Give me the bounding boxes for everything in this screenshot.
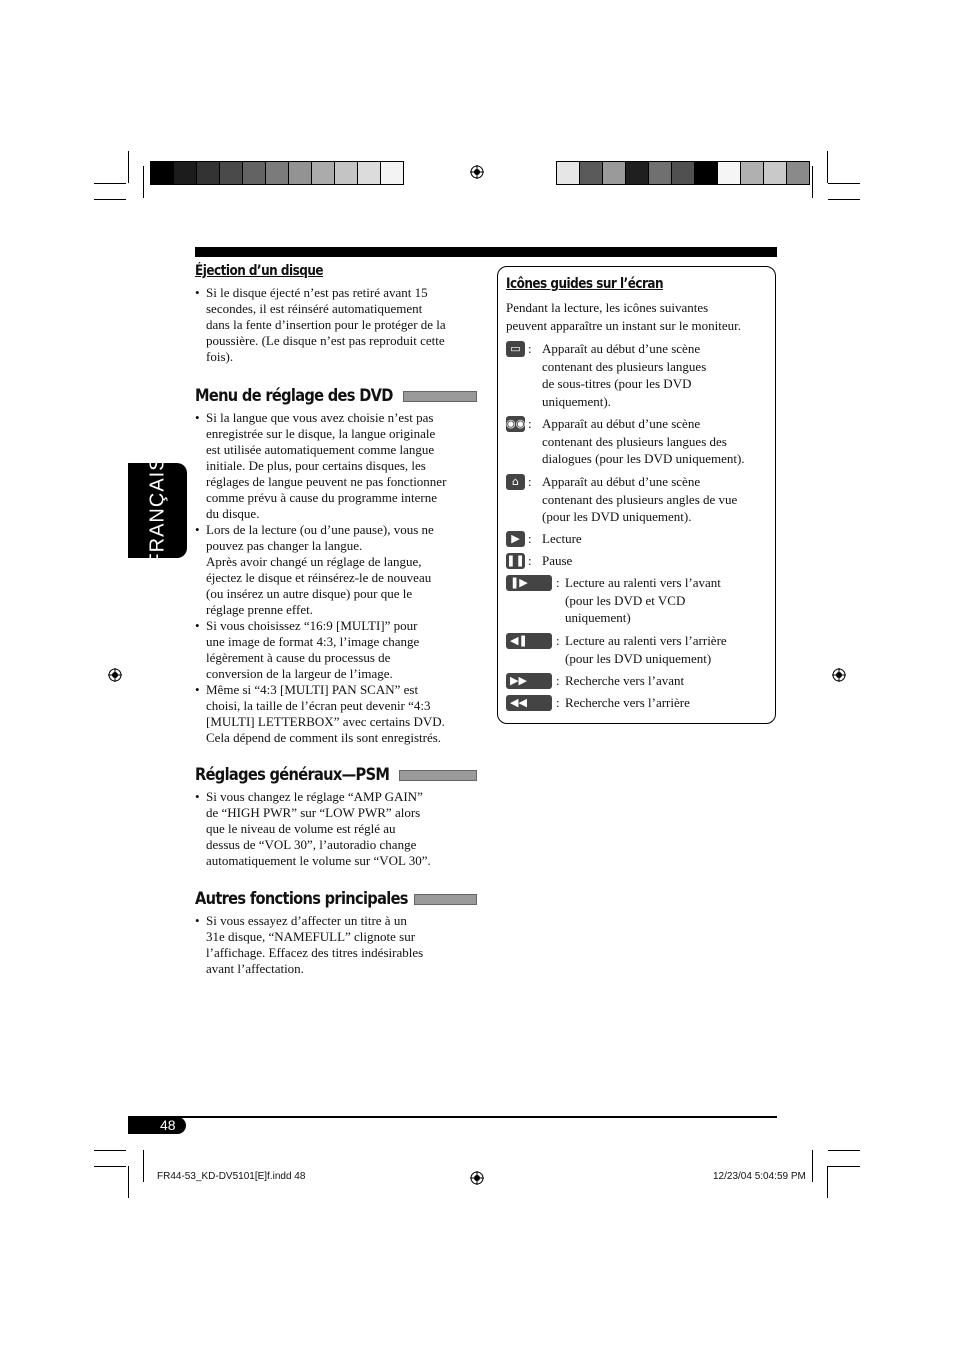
guide-description [542, 530, 582, 548]
guide-description [542, 340, 706, 410]
bullet-line: • Si vous changez le réglage “AMP GAIN” [206, 789, 423, 804]
bullet-item [195, 410, 477, 522]
description-line: Apparaît au début d’une scène [542, 474, 701, 489]
heading-psm: Réglages généraux—PSM [195, 765, 390, 785]
description-line: Lecture au ralenti vers l’avant [565, 575, 721, 590]
bullet-line: légèrement à cause du processus de [206, 650, 391, 665]
description-line: (pour les DVD et VCD [565, 592, 686, 608]
color-swatch [672, 162, 695, 184]
color-swatch [289, 162, 312, 184]
bullet-line: une image de format 4:3, l’image change [206, 634, 420, 649]
description-line: contenant des plusieurs angles de vue [542, 491, 738, 507]
bullet-line: avant l’affectation. [206, 961, 304, 976]
bullet-line: Après avoir changé un réglage de langue, [206, 554, 422, 569]
fast-forward-icon: ▶▶ [506, 673, 552, 689]
description-line: uniquement) [565, 610, 631, 625]
bullet-line: [MULTI] LETTERBOX” avec certains DVD. [206, 714, 445, 729]
color-swatch [197, 162, 220, 184]
bullet-item [195, 522, 477, 618]
separator: : [528, 553, 532, 568]
slow-forward-icon: ❚▶ [506, 575, 552, 591]
heading-bar [414, 894, 477, 905]
heading-ejection: Éjection d’un disque [195, 263, 324, 279]
separator: : [556, 695, 560, 710]
color-swatch [787, 162, 809, 184]
description-line: Recherche vers l’avant [565, 673, 685, 688]
color-swatch [649, 162, 672, 184]
bullet-item [195, 618, 477, 682]
description-line: Recherche vers l’arrière [565, 695, 690, 710]
registration-mark-icon [470, 165, 484, 179]
heading-guide-icons: Icônes guides sur l’écran [506, 276, 664, 292]
description-line: contenant des plusieurs langues [542, 358, 707, 374]
top-rule [195, 247, 777, 257]
bullet-line: initiale. De plus, pour certains disques, les [206, 458, 426, 473]
subtitle-icon: ▭ [506, 341, 525, 357]
description-line: Pause [542, 553, 573, 568]
separator: : [556, 673, 560, 688]
bullet-line: • Même si “4:3 [MULTI] PAN SCAN” est [206, 682, 419, 697]
bullet-line: • Lors de la lecture (ou d’une pause), vous ne [206, 522, 434, 537]
bullet-line: automatiquement le volume sur “VOL 30”. [206, 853, 431, 868]
color-swatch [266, 162, 289, 184]
color-swatch [718, 162, 741, 184]
intro-line: peuvent apparaître un instant sur le moniteur. [506, 317, 742, 333]
separator: : [556, 575, 560, 590]
bullet-line: poussière. (Le disque n’est pas reproduit cette [206, 333, 445, 348]
registration-mark-icon [832, 668, 846, 682]
bullet-line: conversion de la largeur de l’image. [206, 666, 393, 681]
color-swatch [695, 162, 718, 184]
registration-mark-icon [108, 668, 122, 682]
bullet-line: réglages de langue peuvent ne pas fonctionner [206, 474, 447, 489]
guide-description [542, 473, 737, 526]
description-line: Apparaît au début d’une scène [542, 416, 701, 431]
guide-icons-panel [497, 266, 776, 724]
guide-description [565, 632, 727, 667]
color-swatch [626, 162, 649, 184]
description-line: Lecture au ralenti vers l’arrière [565, 633, 727, 648]
color-swatch [580, 162, 603, 184]
separator: : [528, 531, 532, 546]
page-number: 48 [160, 1117, 176, 1133]
color-swatches-right [556, 161, 810, 185]
audio-language-icon: ◉◉ [506, 417, 526, 430]
description-line: de sous-titres (pour les DVD [542, 376, 692, 391]
section-ejection [195, 263, 477, 365]
separator: : [556, 633, 560, 648]
pause-icon: ❚❚ [506, 554, 525, 567]
color-swatches-left [150, 161, 404, 185]
heading-bar [399, 770, 477, 781]
bullet-line: enregistrée sur le disque, la langue originale [206, 426, 436, 441]
camera-angle-icon: ⌂ [506, 474, 525, 490]
section-other [195, 889, 477, 977]
bullet-item [195, 285, 477, 365]
intro-line: Pendant la lecture, les icônes suivantes [506, 300, 709, 315]
bullet-line: dans la fente d’insertion pour le protéger de la [206, 317, 446, 332]
heading-other: Autres fonctions principales [195, 889, 408, 909]
color-swatch [335, 162, 358, 184]
bullet-line: pouvez pas changer la langue. [206, 538, 363, 553]
bullet-item [195, 913, 477, 977]
bullet-line: du disque. [206, 506, 260, 521]
separator: : [528, 341, 532, 356]
heading-bar [403, 391, 477, 402]
color-swatch [151, 162, 174, 184]
bullet-line: de “HIGH PWR” sur “LOW PWR” alors [206, 805, 421, 820]
description-line: uniquement). [542, 393, 611, 409]
bullet-line: • Si la langue que vous avez choisie n’est pas [206, 410, 434, 425]
language-tab-label: FRANÇAIS [146, 455, 168, 566]
play-icon: ▶ [506, 531, 525, 547]
description-line: (pour les DVD uniquement) [565, 650, 712, 666]
dvd-setup-list [195, 410, 477, 746]
color-swatch [312, 162, 335, 184]
bullet-line: que le niveau de volume est réglé au [206, 821, 396, 836]
page-number-badge [128, 1117, 186, 1134]
description-line: Lecture [542, 531, 582, 546]
fast-reverse-icon: ◀◀ [506, 695, 552, 711]
bottom-rule [128, 1116, 777, 1118]
footer-timestamp: 12/23/04 5:04:59 PM [713, 1171, 806, 1182]
bullet-line: est utilisée automatiquement comme langue [206, 442, 435, 457]
heading-dvd-setup: Menu de réglage des DVD [195, 386, 393, 406]
color-swatch [220, 162, 243, 184]
bullet-line: éjectez le disque et réinsérez-le de nouveau [206, 570, 432, 585]
guide-intro [506, 299, 774, 334]
bullet-line: 31e disque, “NAMEFULL” clignote sur [206, 929, 416, 944]
color-swatch [358, 162, 381, 184]
registration-mark-icon [470, 1171, 484, 1185]
bullet-line: • Si vous choisissez “16:9 [MULTI]” pour [206, 618, 418, 633]
ejection-list [195, 285, 477, 365]
bullet-line: choisi, la taille de l’écran peut devenir “4:3 [206, 698, 431, 713]
language-tab [128, 455, 187, 566]
description-line: Apparaît au début d’une scène [542, 341, 701, 356]
bullet-line: secondes, il est réinséré automatiquement [206, 301, 423, 316]
bullet-item [195, 789, 477, 869]
section-psm [195, 765, 477, 869]
description-line: dialogues (pour les DVD uniquement). [542, 451, 745, 466]
slow-reverse-icon: ◀❚ [506, 633, 552, 649]
color-swatch [603, 162, 626, 184]
color-swatch [381, 162, 403, 184]
color-swatch [243, 162, 266, 184]
footer-file: FR44-53_KD-DV5101[E]f.indd 48 [157, 1171, 306, 1182]
guide-description [542, 552, 572, 570]
separator: : [528, 474, 532, 489]
color-swatch [764, 162, 787, 184]
bullet-line: dessus de “VOL 30”, l’autoradio change [206, 837, 417, 852]
bullet-line: comme prévu à cause du programme interne [206, 490, 438, 505]
color-swatch [174, 162, 197, 184]
color-swatch [741, 162, 764, 184]
separator: : [528, 416, 532, 431]
guide-description [565, 694, 690, 712]
bullet-line: réglage prenne effet. [206, 602, 313, 617]
psm-list [195, 789, 477, 869]
guide-description [565, 574, 721, 627]
bullet-line: fois). [206, 349, 234, 364]
guide-description [565, 672, 684, 690]
other-list [195, 913, 477, 977]
color-swatch [557, 162, 580, 184]
bullet-line: (ou insérez un autre disque) pour que le [206, 586, 413, 601]
bullet-line: • Si vous essayez d’affecter un titre à un [206, 913, 407, 928]
bullet-line: l’affichage. Effacez des titres indésirables [206, 945, 424, 960]
description-line: (pour les DVD uniquement). [542, 509, 692, 524]
section-dvd-setup [195, 386, 477, 746]
bullet-line: Cela dépend de comment ils sont enregistrés. [206, 730, 442, 745]
bullet-item [195, 682, 477, 746]
guide-description [542, 415, 745, 468]
bullet-line: • Si le disque éjecté n’est pas retiré avant 15 [206, 285, 428, 300]
description-line: contenant des plusieurs langues des [542, 433, 727, 449]
